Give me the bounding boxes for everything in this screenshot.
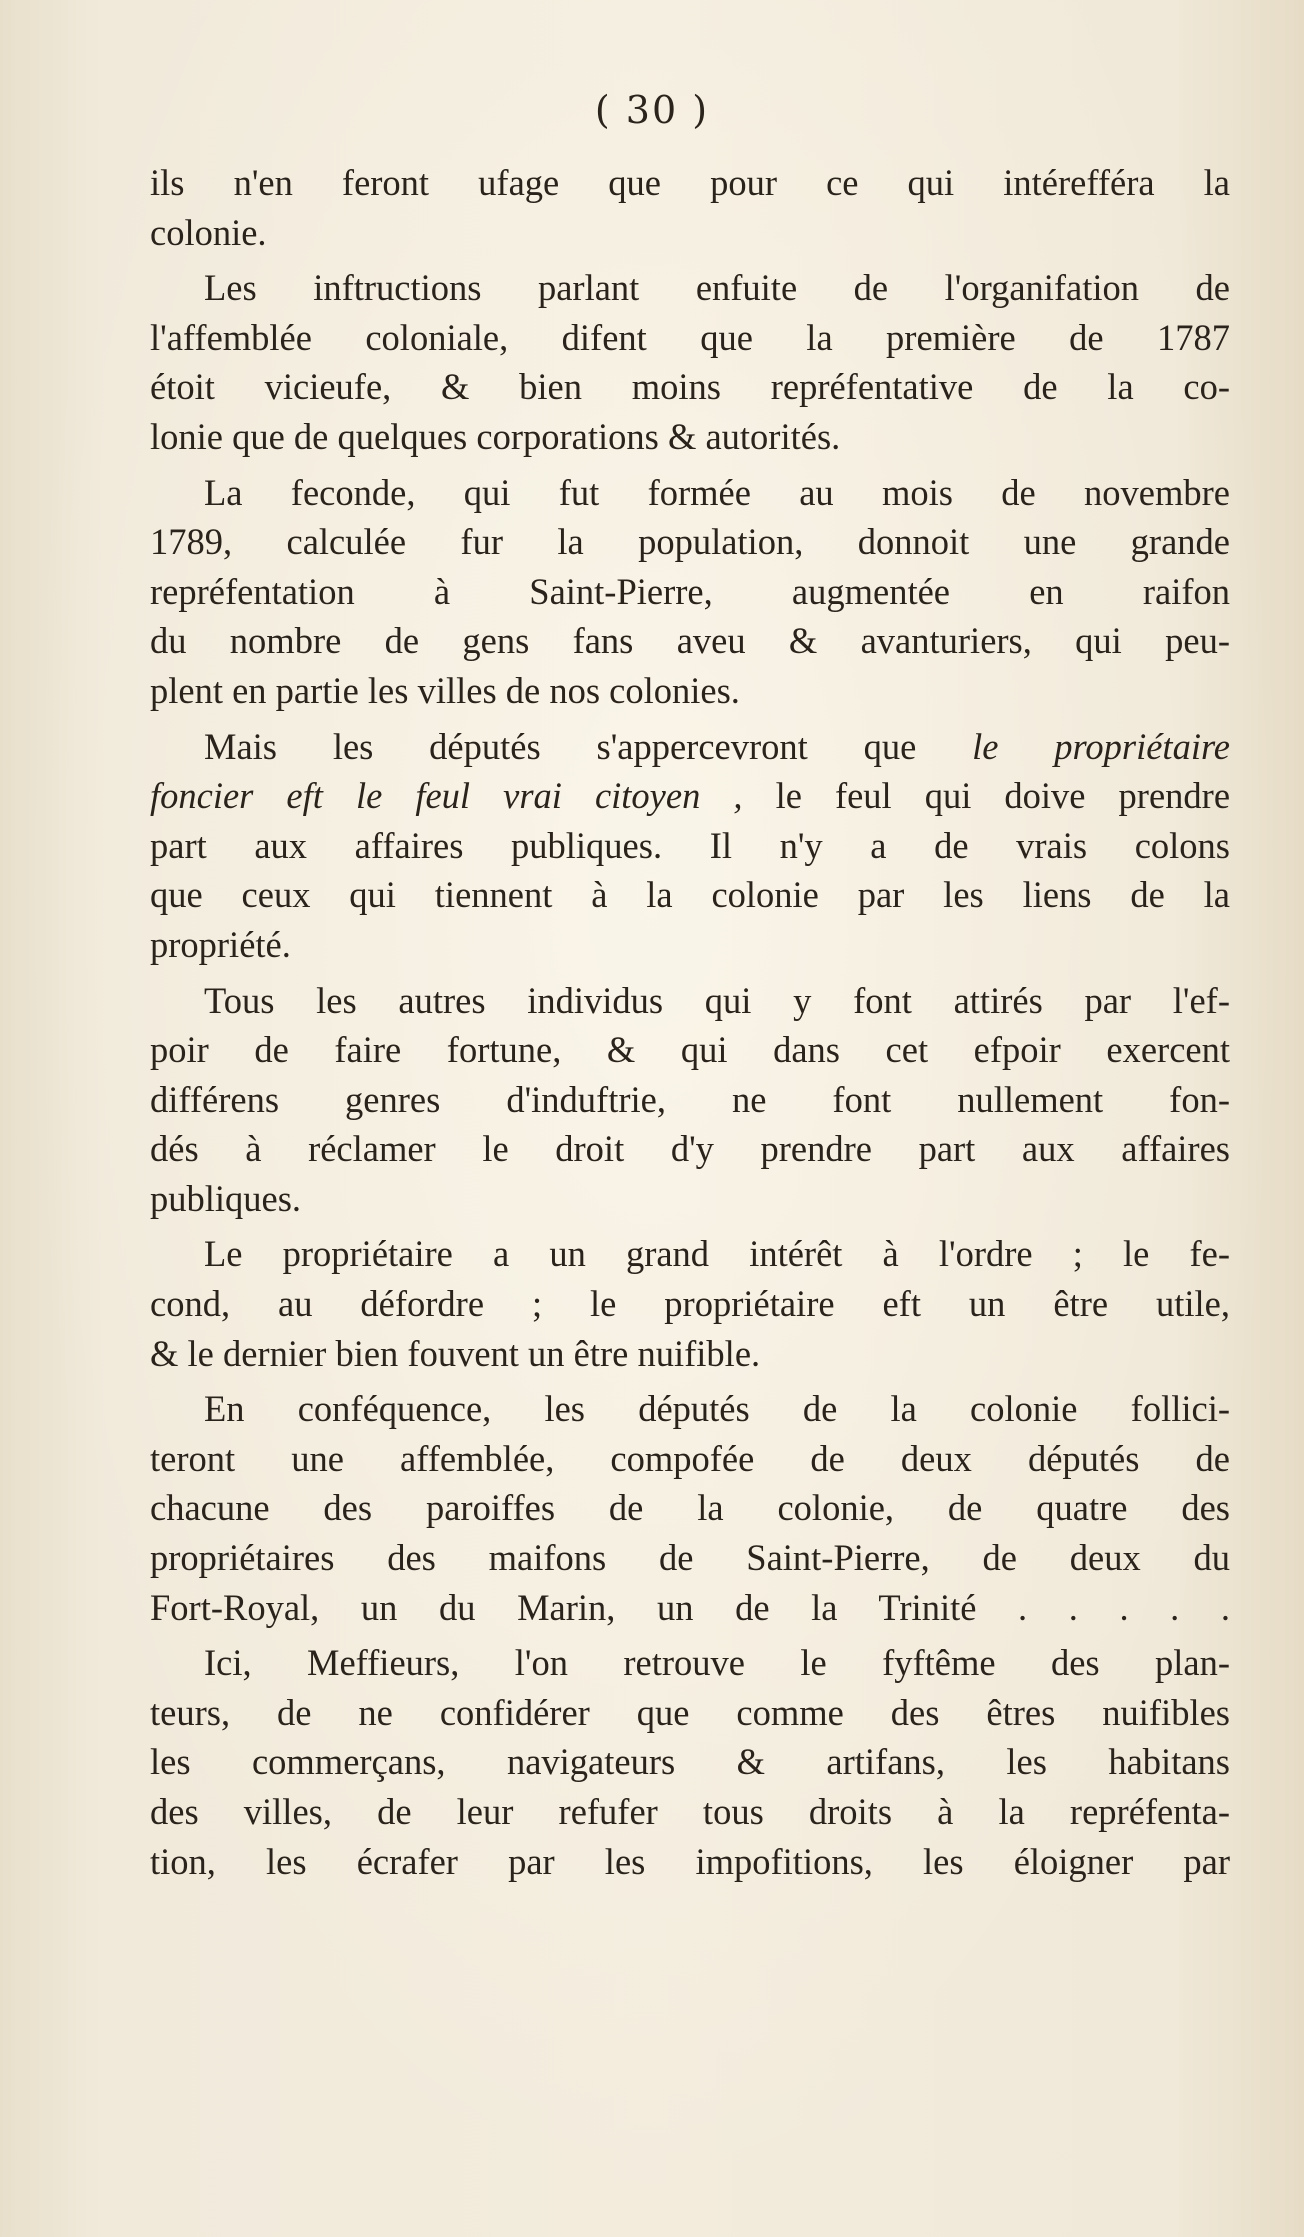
paragraph-2 [150, 263, 1230, 461]
paragraph-3 [150, 468, 1230, 716]
italic-phrase: le propriétaire [972, 725, 1231, 767]
page-number: ( 30 ) [594, 88, 710, 132]
text-line: tion, les écrafer par les impofitions, les éloigner par [150, 1840, 1230, 1882]
paragraph-5 [150, 976, 1230, 1224]
text-line: plent en partie les villes de nos colonies. [150, 669, 740, 711]
text-line: Les inftructions parlant enfuite de l'organifation de [204, 267, 1230, 309]
text-line: 1789, calculée fur la population, donnoit une grande [150, 521, 1230, 563]
text-line: que ceux qui tiennent à la colonie par les liens de la [150, 874, 1230, 916]
body-text [150, 158, 1230, 1892]
italic-phrase: foncier eft le feul vrai citoyen , [150, 775, 743, 817]
text-line: poir de faire fortune, & qui dans cet efpoir exercent [150, 1029, 1230, 1071]
text-line: différens genres d'induftrie, ne font nullement fon- [150, 1078, 1230, 1120]
text-line: Tous les autres individus qui y font attirés par l'ef- [204, 979, 1230, 1021]
text-line: propriété. [150, 923, 291, 965]
paragraph-4 [150, 722, 1230, 970]
text-line: étoit vicieufe, & bien moins repréfentative de la co- [150, 366, 1230, 408]
text-line: Fort-Royal, un du Marin, un de la Trinité . . . . . [150, 1586, 1230, 1628]
text-line: part aux affaires publiques. Il n'y a de vrais colons [150, 824, 1230, 866]
text-line: des villes, de leur refufer tous droits à la repréfenta- [150, 1791, 1230, 1832]
text-line: repréfentation à Saint-Pierre, augmentée en raifon [150, 570, 1230, 612]
text-line: l'affemblée coloniale, difent que la première de 1787 [150, 316, 1230, 358]
text-line: du nombre de gens fans aveu & avanturiers, qui peu- [150, 620, 1230, 662]
text-line: & le dernier bien fouvent un être nuifible. [150, 1332, 761, 1374]
paragraph-7 [150, 1384, 1230, 1632]
paragraph-8 [150, 1638, 1230, 1886]
text-line: Ici, Meffieurs, l'on retrouve le fyftême des plan- [204, 1642, 1230, 1684]
text-line: lonie que de quelques corporations & autorités. [150, 415, 841, 457]
text-line: teront une affemblée, compofée de deux députés de [150, 1437, 1230, 1479]
text-line: teurs, de ne confidérer que comme des êtres nuifibles [150, 1691, 1230, 1733]
text-run: Mais les députés s'appercevront que [204, 725, 917, 767]
text-line: colonie. [150, 211, 267, 253]
text-run: le feul qui doive prendre [775, 775, 1231, 817]
text-line: les commerçans, navigateurs & artifans, les habitans [150, 1741, 1230, 1783]
text-line-mixed [150, 771, 1230, 821]
paragraph-6 [150, 1229, 1230, 1378]
text-line: propriétaires des maifons de Saint-Pierre, de deux du [150, 1537, 1230, 1579]
text-line: En conféquence, les députés de la colonie follici- [204, 1388, 1230, 1430]
text-line: chacune des paroiffes de la colonie, de quatre des [150, 1487, 1230, 1529]
text-line: La feconde, qui fut formée au mois de novembre [204, 471, 1230, 513]
text-line: ils n'en feront ufage que pour ce qui intérefféra la [150, 162, 1230, 203]
text-line: publiques. [150, 1177, 302, 1219]
text-line: cond, au défordre ; le propriétaire eft un être utile, [150, 1283, 1230, 1325]
text-line: dés à réclamer le droit d'y prendre part aux affaires [150, 1128, 1230, 1170]
text-line: Le propriétaire a un grand intérêt à l'ordre ; le fe- [204, 1233, 1230, 1275]
paragraph-1 [150, 158, 1230, 257]
text-line-mixed [150, 722, 1230, 772]
